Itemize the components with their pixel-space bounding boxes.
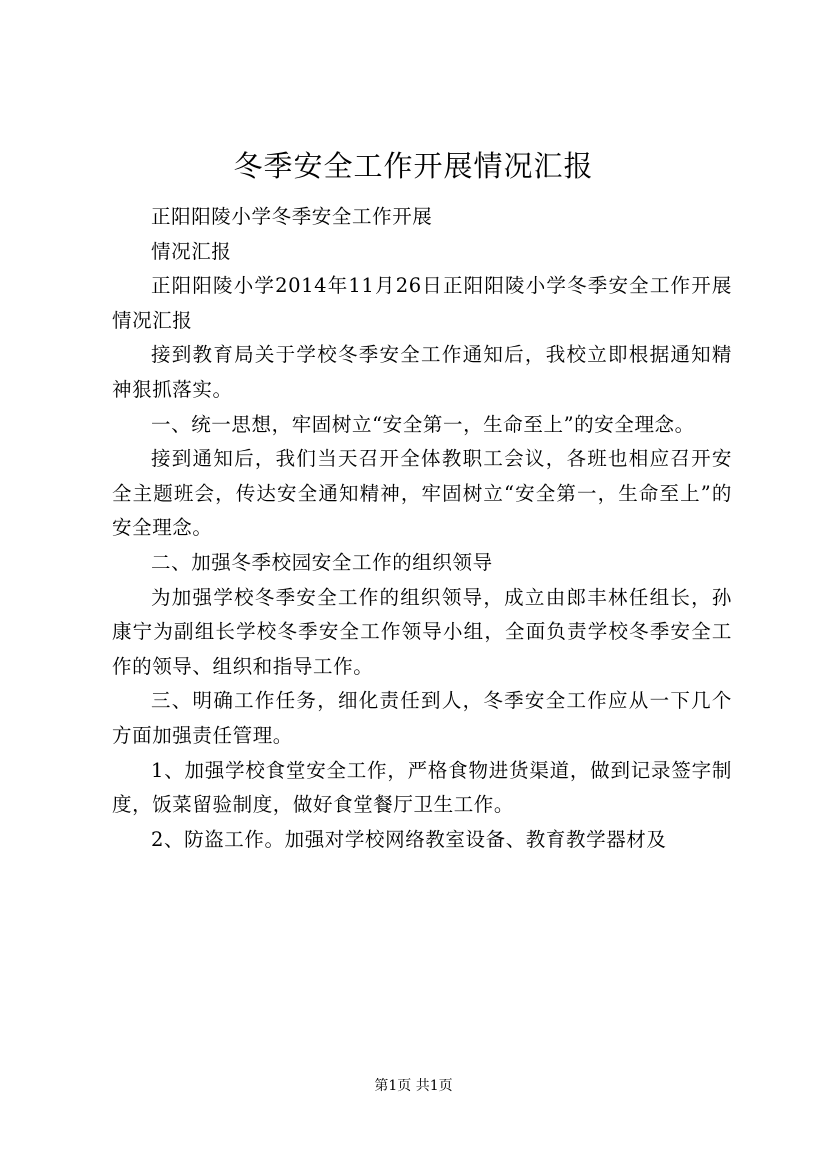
- document-body: [112, 200, 732, 857]
- paragraph: 1、加强学校食堂安全工作，严格食物进货渠道，做到记录签字制度，饭菜留验制度，做好食堂餐厅卫生工作。: [112, 758, 732, 817]
- paragraph: 2、防盗工作。加强对学校网络教室设备、教育教学器材及: [151, 827, 667, 851]
- page-footer: 第1页 共1页: [374, 1078, 453, 1094]
- paragraph: 接到教育局关于学校冬季安全工作通知后，我校立即根据通知精神狠抓落实。: [112, 343, 732, 401]
- paragraph: 一、统一思想，牢固树立“安全第一，生命至上”的安全理念。: [151, 412, 695, 436]
- paragraph: 正阳阳陵小学冬季安全工作开展: [151, 205, 433, 228]
- document-title: 冬季安全工作开展情况汇报: [233, 149, 594, 183]
- paragraph: 情况汇报: [151, 239, 232, 263]
- paragraph: 为加强学校冬季安全工作的组织领导，成立由郎丰林任组长，孙康宁为副组长学校冬季安全工作领导小组，全面负责学校冬季安全工作的领导、组织和指导工作。: [112, 585, 732, 678]
- paragraph: 二、加强冬季校园安全工作的组织领导: [151, 550, 493, 574]
- paragraph: 接到通知后，我们当天召开全体教职工会议，各班也相应召开安全主题班会，传达安全通知精神，牢固树立“安全第一，生命至上”的安全理念。: [112, 447, 732, 540]
- paragraph: 正阳阳陵小学2014年11月26日正阳阳陵小学冬季安全工作开展情况汇报: [112, 274, 732, 332]
- paragraph: 三、明确工作任务，细化责任到人，冬季安全工作应从一下几个方面加强责任管理。: [112, 689, 732, 747]
